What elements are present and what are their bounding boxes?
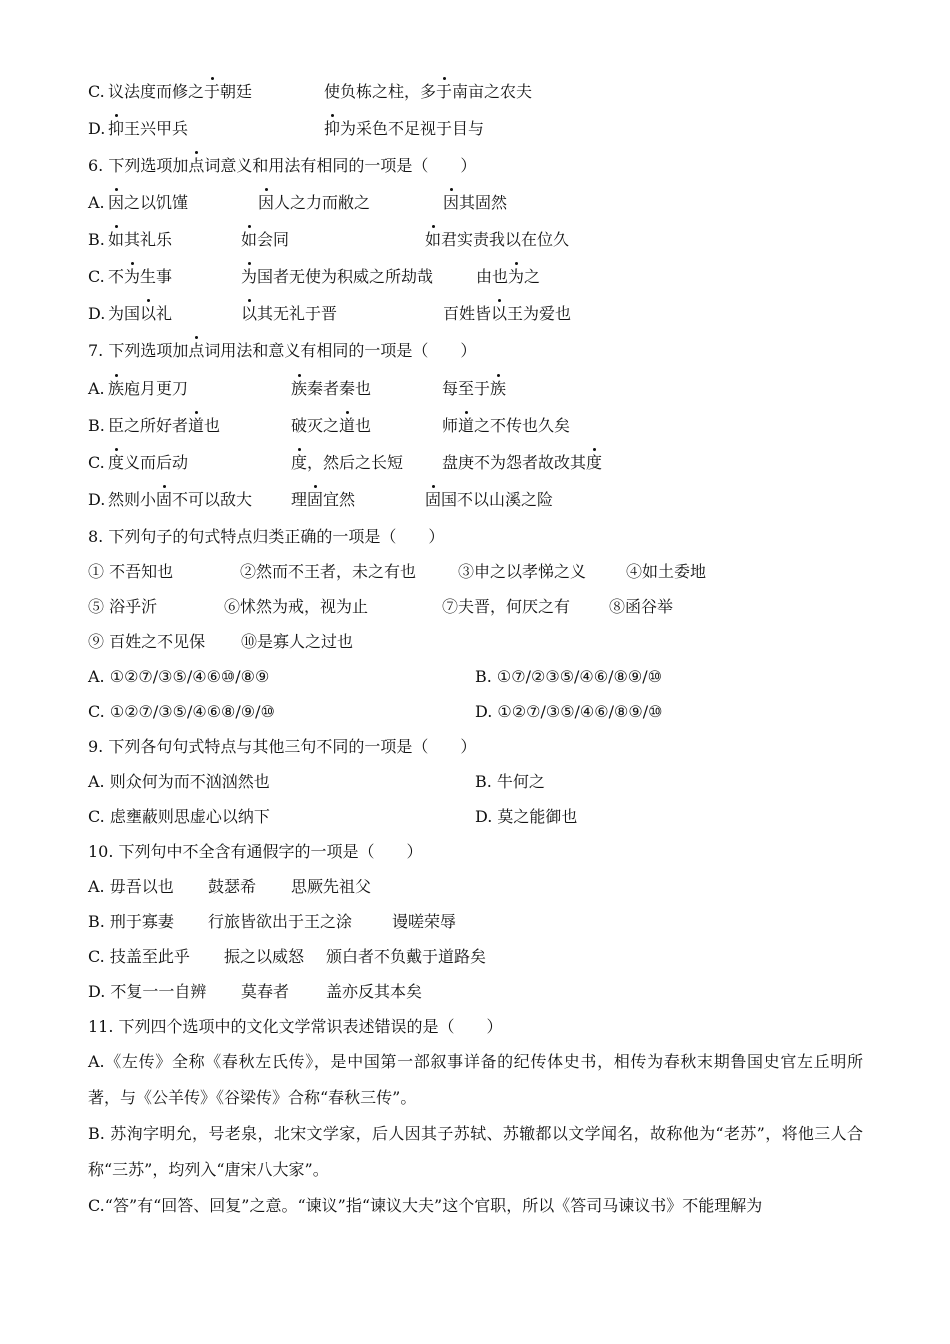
dotted-char: 道 [339, 416, 356, 435]
q8-option-a: A. ①②⑦/③⑤/④⑥⑩/⑧⑨ [88, 667, 270, 686]
q8-option-c: C. ①②⑦/③⑤/④⑥⑧/⑨/⑩ [88, 702, 275, 721]
dotted-char: 如 [108, 230, 125, 249]
dotted-char: 抑 [324, 119, 341, 138]
dotted-char: 因 [443, 193, 460, 212]
dotted-char: 度 [586, 453, 603, 472]
q8-option-b: B. ①⑦/②③⑤/④⑥/⑧⑨/⑩ [475, 667, 662, 686]
dotted-char: 为 [241, 267, 258, 286]
option-label: D. [88, 119, 106, 138]
dotted-char: 以 [140, 304, 157, 323]
dotted-char: 族 [108, 379, 125, 398]
q11-option-b: B. 苏洵字明允，号老泉，北宋文学家，后人因其子苏轼、苏辙都以文学闻名，故称他为“老苏”，将他三人合称“三苏”，均列入“唐宋八大家”。 [88, 1124, 863, 1179]
dotted-char: 抑 [108, 119, 125, 138]
dotted-char: 固 [307, 490, 324, 509]
dotted-char: 以 [491, 304, 508, 323]
dotted-char: 点 [188, 341, 205, 360]
dotted-char: 族 [291, 379, 308, 398]
dotted-char: 如 [425, 230, 442, 249]
dotted-char: 于 [436, 82, 453, 101]
q11-option-c: C.“答”有“回答、回复”之意。“谏议”指“谏议大夫”这个官职，所以《答司马谏议书》不能理解为 [88, 1196, 763, 1215]
dotted-char: 度 [108, 453, 125, 472]
q9-option-b: B. 牛何之 [475, 772, 545, 791]
option-phrase-a: 抑王兴甲兵 [108, 119, 189, 138]
option-label: C. [88, 82, 105, 101]
dotted-char: 族 [490, 379, 507, 398]
dotted-char: 点 [188, 156, 205, 175]
dotted-char: 固 [156, 490, 173, 509]
dotted-char: 固 [425, 490, 442, 509]
dotted-char: 为 [124, 267, 141, 286]
option-phrase-a: 议法度而修之于朝廷 [108, 82, 253, 101]
q9-option-d: D. 莫之能御也 [475, 807, 578, 826]
dotted-char: 因 [258, 193, 275, 212]
option-phrase-b: 抑为采色不足视于目与 [324, 119, 485, 138]
q11-option-a: A.《左传》全称《春秋左氏传》，是中国第一部叙事详备的纪传体史书，相传为春秋末期鲁国史官左丘明所著，与《公羊传》《谷梁传》合称“春秋三传”。 [88, 1052, 863, 1107]
dotted-char: 道 [458, 416, 475, 435]
dotted-char: 如 [241, 230, 258, 249]
dotted-char: 以 [241, 304, 258, 323]
q9-option-a: A. 则众何为而不汹汹然也 [88, 772, 270, 791]
q8-option-d: D. ①②⑦/③⑤/④⑥/⑧⑨/⑩ [475, 702, 663, 721]
dotted-char: 于 [204, 82, 221, 101]
dotted-char: 道 [188, 416, 205, 435]
dotted-char: 度 [291, 453, 308, 472]
dotted-char: 为 [508, 267, 525, 286]
q9-option-c: C. 虑壅蔽则思虚心以纳下 [88, 807, 270, 826]
option-phrase-b: 使负栋之柱，多于南亩之农夫 [324, 82, 533, 101]
dotted-char: 因 [108, 193, 125, 212]
